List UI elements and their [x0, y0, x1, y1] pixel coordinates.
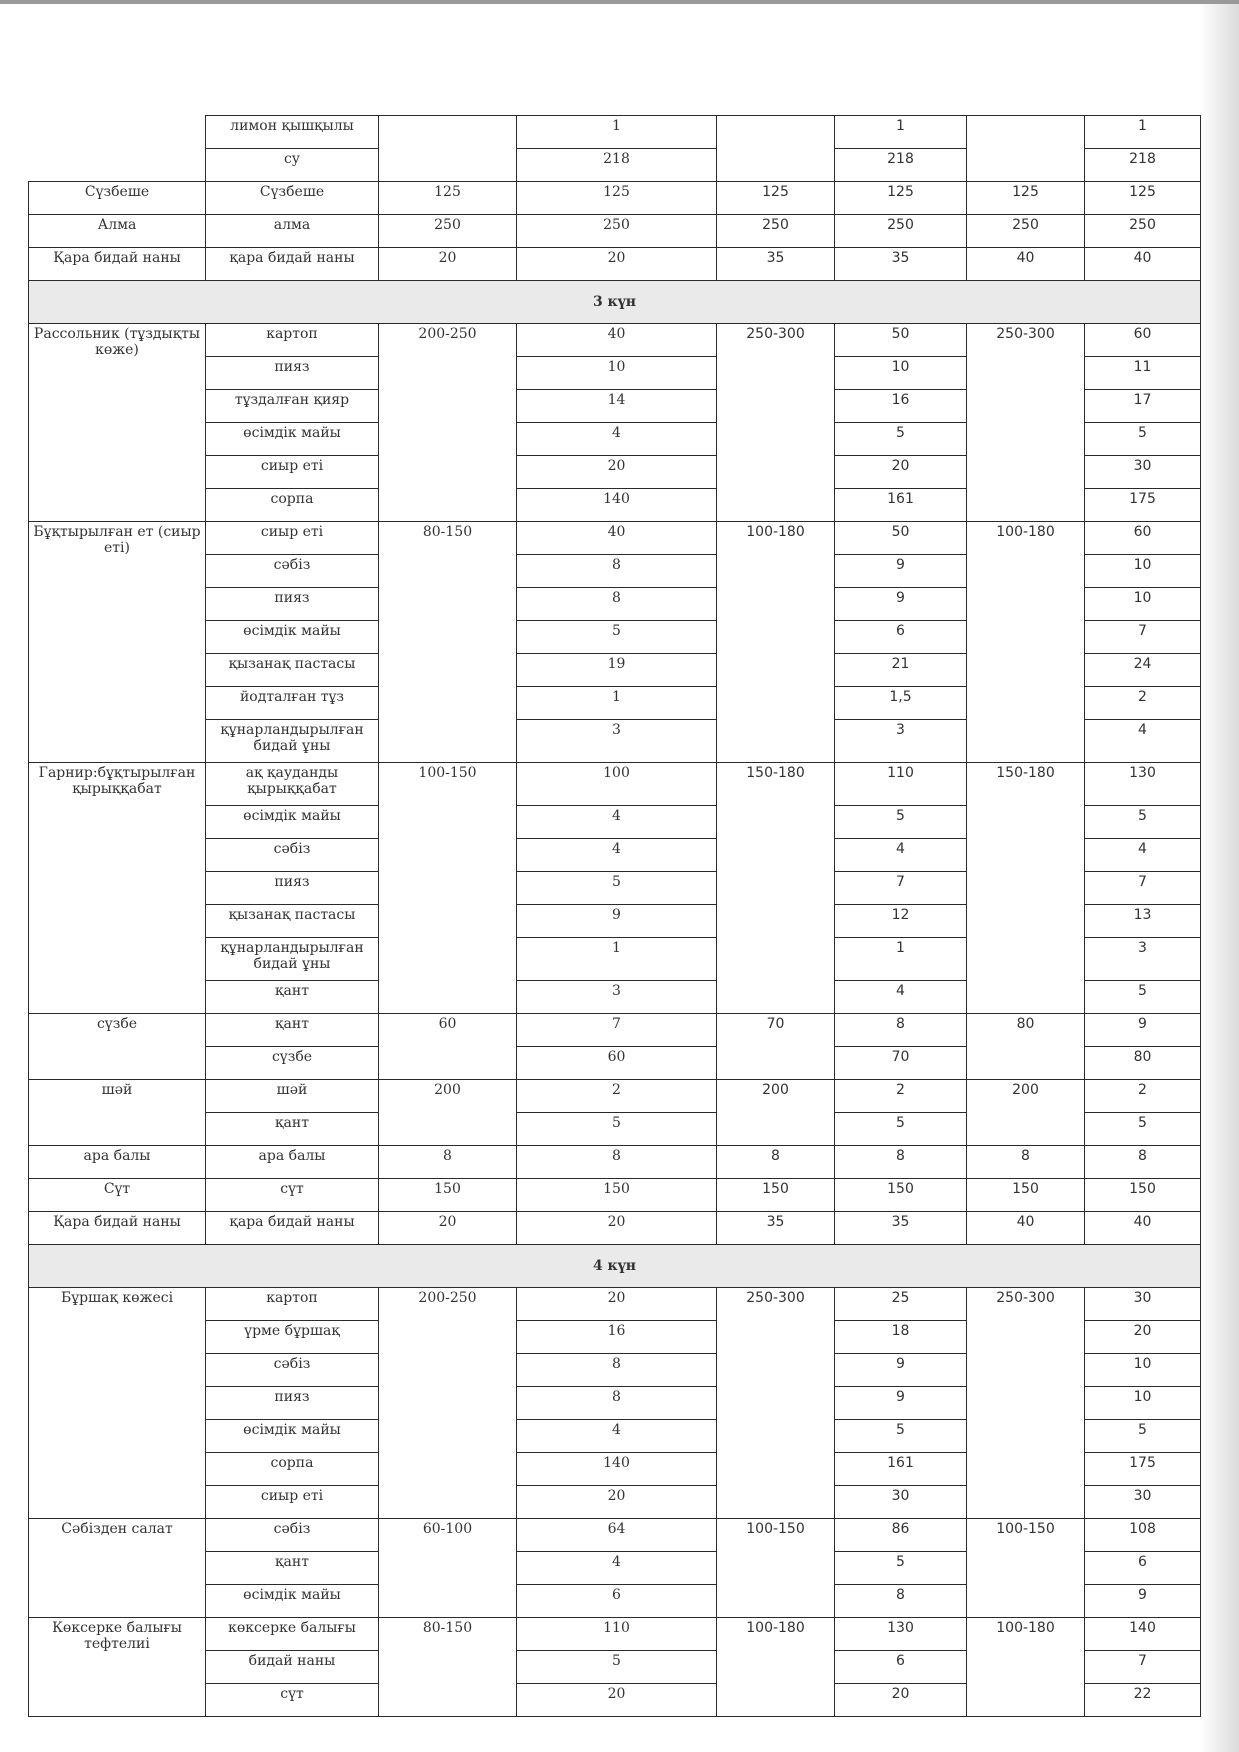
- day-header-row: [29, 1245, 1201, 1288]
- net-weight-cell: 8: [517, 1387, 717, 1420]
- portion-cell: 250: [379, 215, 517, 248]
- net-weight-cell: 1: [517, 116, 717, 149]
- ingredient-cell: пияз: [206, 357, 379, 390]
- net-weight-cell: 5: [1085, 423, 1201, 456]
- portion-cell: 80-150: [379, 1618, 517, 1717]
- dish-name-cell: Рассольник (тұздықты көже): [29, 324, 206, 522]
- net-weight-cell: 3: [517, 720, 717, 763]
- net-weight-cell: 8: [517, 1354, 717, 1387]
- net-weight-cell: 6: [835, 1651, 967, 1684]
- table-row: [29, 1146, 1201, 1179]
- portion-cell: 80-150: [379, 522, 517, 763]
- ingredient-cell: картоп: [206, 324, 379, 357]
- table-row: [29, 116, 1201, 149]
- ingredient-cell: ақ қауданды қырыққабат: [206, 763, 379, 806]
- ingredient-cell: қант: [206, 1552, 379, 1585]
- portion-cell: [967, 116, 1085, 182]
- portion-cell: 35: [717, 1212, 835, 1245]
- net-weight-cell: 125: [835, 182, 967, 215]
- net-weight-cell: 18: [835, 1321, 967, 1354]
- dish-name-cell: Сәбізден салат: [29, 1519, 206, 1618]
- ingredient-cell: сүт: [206, 1684, 379, 1717]
- net-weight-cell: 125: [517, 182, 717, 215]
- net-weight-cell: 4: [835, 981, 967, 1014]
- net-weight-cell: 2: [1085, 687, 1201, 720]
- table-row: [29, 1519, 1201, 1552]
- net-weight-cell: 10: [517, 357, 717, 390]
- table-row: [29, 248, 1201, 281]
- portion-cell: 40: [967, 248, 1085, 281]
- portion-cell: 250-300: [967, 1288, 1085, 1519]
- ingredient-cell: қызанақ пастасы: [206, 654, 379, 687]
- table-row: [29, 1212, 1201, 1245]
- net-weight-cell: 20: [517, 1486, 717, 1519]
- net-weight-cell: 10: [1085, 1387, 1201, 1420]
- net-weight-cell: 13: [1085, 905, 1201, 938]
- net-weight-cell: 7: [835, 872, 967, 905]
- net-weight-cell: 20: [835, 1684, 967, 1717]
- net-weight-cell: 20: [835, 456, 967, 489]
- table-row: [29, 1179, 1201, 1212]
- net-weight-cell: 4: [517, 423, 717, 456]
- net-weight-cell: 1: [835, 938, 967, 981]
- net-weight-cell: 4: [517, 1552, 717, 1585]
- net-weight-cell: 250: [835, 215, 967, 248]
- net-weight-cell: 20: [1085, 1321, 1201, 1354]
- net-weight-cell: 8: [835, 1014, 967, 1047]
- net-weight-cell: 8: [517, 1146, 717, 1179]
- net-weight-cell: 218: [1085, 149, 1201, 182]
- ingredient-cell: картоп: [206, 1288, 379, 1321]
- net-weight-cell: 20: [517, 1288, 717, 1321]
- portion-cell: 20: [379, 1212, 517, 1245]
- portion-cell: 150: [967, 1179, 1085, 1212]
- net-weight-cell: 9: [835, 1387, 967, 1420]
- net-weight-cell: 80: [1085, 1047, 1201, 1080]
- portion-cell: 40: [967, 1212, 1085, 1245]
- net-weight-cell: 10: [1085, 1354, 1201, 1387]
- net-weight-cell: 4: [835, 839, 967, 872]
- net-weight-cell: 5: [835, 1113, 967, 1146]
- ingredient-cell: Сүзбеше: [206, 182, 379, 215]
- dish-name-cell: Қара бидай наны: [29, 1212, 206, 1245]
- portion-cell: 8: [967, 1146, 1085, 1179]
- portion-cell: 150: [379, 1179, 517, 1212]
- ingredient-cell: сәбіз: [206, 1354, 379, 1387]
- net-weight-cell: 7: [517, 1014, 717, 1047]
- net-weight-cell: 40: [517, 522, 717, 555]
- ingredient-cell: өсімдік майы: [206, 1585, 379, 1618]
- net-weight-cell: 1,5: [835, 687, 967, 720]
- net-weight-cell: 40: [517, 324, 717, 357]
- scan-top-edge: [0, 0, 1239, 4]
- table-row: [29, 522, 1201, 555]
- net-weight-cell: 1: [517, 687, 717, 720]
- net-weight-cell: 2: [517, 1080, 717, 1113]
- portion-cell: 125: [967, 182, 1085, 215]
- net-weight-cell: 7: [1085, 621, 1201, 654]
- net-weight-cell: 5: [517, 1113, 717, 1146]
- portion-cell: [717, 116, 835, 182]
- net-weight-cell: 250: [1085, 215, 1201, 248]
- ingredient-cell: сүт: [206, 1179, 379, 1212]
- ingredient-cell: өсімдік майы: [206, 806, 379, 839]
- net-weight-cell: 5: [1085, 1113, 1201, 1146]
- net-weight-cell: 25: [835, 1288, 967, 1321]
- net-weight-cell: 14: [517, 390, 717, 423]
- ingredient-cell: қызанақ пастасы: [206, 905, 379, 938]
- portion-cell: 200-250: [379, 1288, 517, 1519]
- ingredient-cell: пияз: [206, 588, 379, 621]
- day-label: 4 күн: [29, 1245, 1201, 1288]
- net-weight-cell: 140: [1085, 1618, 1201, 1651]
- net-weight-cell: 11: [1085, 357, 1201, 390]
- portion-cell: 100-150: [717, 1519, 835, 1618]
- net-weight-cell: 30: [1085, 456, 1201, 489]
- net-weight-cell: 8: [517, 555, 717, 588]
- net-weight-cell: 5: [835, 423, 967, 456]
- ingredient-cell: көксерке балығы: [206, 1618, 379, 1651]
- net-weight-cell: 30: [1085, 1486, 1201, 1519]
- menu-table: [28, 115, 1201, 1717]
- net-weight-cell: 8: [517, 588, 717, 621]
- portion-cell: 100-180: [967, 522, 1085, 763]
- net-weight-cell: 60: [1085, 522, 1201, 555]
- net-weight-cell: 20: [517, 1684, 717, 1717]
- net-weight-cell: 24: [1085, 654, 1201, 687]
- table-row: [29, 1014, 1201, 1047]
- net-weight-cell: 6: [835, 621, 967, 654]
- dish-name-cell: шәй: [29, 1080, 206, 1146]
- net-weight-cell: 130: [1085, 763, 1201, 806]
- portion-cell: 35: [717, 248, 835, 281]
- net-weight-cell: 9: [835, 588, 967, 621]
- net-weight-cell: 9: [1085, 1585, 1201, 1618]
- net-weight-cell: 5: [1085, 806, 1201, 839]
- net-weight-cell: 16: [517, 1321, 717, 1354]
- net-weight-cell: 140: [517, 1453, 717, 1486]
- portion-cell: 200: [717, 1080, 835, 1146]
- net-weight-cell: 175: [1085, 489, 1201, 522]
- net-weight-cell: 100: [517, 763, 717, 806]
- ingredient-cell: сәбіз: [206, 839, 379, 872]
- portion-cell: 60-100: [379, 1519, 517, 1618]
- net-weight-cell: 30: [835, 1486, 967, 1519]
- net-weight-cell: 7: [1085, 872, 1201, 905]
- ingredient-cell: құнарландырылған бидай ұны: [206, 938, 379, 981]
- day-header-row: [29, 281, 1201, 324]
- ingredient-cell: сорпа: [206, 1453, 379, 1486]
- portion-cell: 20: [379, 248, 517, 281]
- dish-name-cell: сүзбе: [29, 1014, 206, 1080]
- net-weight-cell: 10: [835, 357, 967, 390]
- dish-name-cell: Сүт: [29, 1179, 206, 1212]
- ingredient-cell: қант: [206, 981, 379, 1014]
- net-weight-cell: 5: [517, 1651, 717, 1684]
- net-weight-cell: 9: [835, 555, 967, 588]
- day-label: 3 күн: [29, 281, 1201, 324]
- net-weight-cell: 110: [517, 1618, 717, 1651]
- portion-cell: 250-300: [717, 324, 835, 522]
- net-weight-cell: 21: [835, 654, 967, 687]
- table-row: [29, 1618, 1201, 1651]
- ingredient-cell: сиыр еті: [206, 522, 379, 555]
- portion-cell: 80: [967, 1014, 1085, 1080]
- ingredient-cell: лимон қышқылы: [206, 116, 379, 149]
- ingredient-cell: бидай наны: [206, 1651, 379, 1684]
- net-weight-cell: 5: [1085, 1420, 1201, 1453]
- net-weight-cell: 4: [517, 806, 717, 839]
- net-weight-cell: 50: [835, 522, 967, 555]
- net-weight-cell: 150: [1085, 1179, 1201, 1212]
- net-weight-cell: 3: [835, 720, 967, 763]
- portion-cell: [379, 116, 517, 182]
- net-weight-cell: 35: [835, 248, 967, 281]
- ingredient-cell: сәбіз: [206, 555, 379, 588]
- net-weight-cell: 9: [835, 1354, 967, 1387]
- net-weight-cell: 1: [1085, 116, 1201, 149]
- net-weight-cell: 5: [517, 621, 717, 654]
- ingredient-cell: өсімдік майы: [206, 621, 379, 654]
- portion-cell: 100-180: [967, 1618, 1085, 1717]
- net-weight-cell: 5: [835, 1552, 967, 1585]
- portion-cell: 60: [379, 1014, 517, 1080]
- net-weight-cell: 20: [517, 456, 717, 489]
- net-weight-cell: 2: [835, 1080, 967, 1113]
- net-weight-cell: 4: [517, 1420, 717, 1453]
- net-weight-cell: 125: [1085, 182, 1201, 215]
- net-weight-cell: 110: [835, 763, 967, 806]
- ingredient-cell: пияз: [206, 872, 379, 905]
- ingredient-cell: пияз: [206, 1387, 379, 1420]
- ingredient-cell: өсімдік майы: [206, 423, 379, 456]
- net-weight-cell: 161: [835, 489, 967, 522]
- net-weight-cell: 218: [835, 149, 967, 182]
- net-weight-cell: 4: [517, 839, 717, 872]
- portion-cell: 70: [717, 1014, 835, 1080]
- dish-name-cell: Қара бидай наны: [29, 248, 206, 281]
- portion-cell: 250: [717, 215, 835, 248]
- net-weight-cell: 40: [1085, 1212, 1201, 1245]
- net-weight-cell: 150: [517, 1179, 717, 1212]
- ingredient-cell: су: [206, 149, 379, 182]
- net-weight-cell: 19: [517, 654, 717, 687]
- net-weight-cell: 1: [517, 938, 717, 981]
- table-row: [29, 1288, 1201, 1321]
- net-weight-cell: 2: [1085, 1080, 1201, 1113]
- portion-cell: 200-250: [379, 324, 517, 522]
- ingredient-cell: сорпа: [206, 489, 379, 522]
- ingredient-cell: құнарландырылған бидай ұны: [206, 720, 379, 763]
- portion-cell: 125: [379, 182, 517, 215]
- net-weight-cell: 9: [1085, 1014, 1201, 1047]
- portion-cell: 150-180: [717, 763, 835, 1014]
- net-weight-cell: 130: [835, 1618, 967, 1651]
- net-weight-cell: 6: [517, 1585, 717, 1618]
- ingredient-cell: қант: [206, 1014, 379, 1047]
- ingredient-cell: қара бидай наны: [206, 1212, 379, 1245]
- net-weight-cell: 86: [835, 1519, 967, 1552]
- net-weight-cell: 175: [1085, 1453, 1201, 1486]
- ingredient-cell: қант: [206, 1113, 379, 1146]
- net-weight-cell: 218: [517, 149, 717, 182]
- dish-name-cell: Көксерке балығы тефтелиі: [29, 1618, 206, 1717]
- ingredient-cell: қара бидай наны: [206, 248, 379, 281]
- net-weight-cell: 3: [1085, 938, 1201, 981]
- table-row: [29, 215, 1201, 248]
- portion-cell: 250-300: [967, 324, 1085, 522]
- net-weight-cell: 70: [835, 1047, 967, 1080]
- dish-name-cell: Бұқтырылған ет (сиыр еті): [29, 522, 206, 763]
- net-weight-cell: 16: [835, 390, 967, 423]
- portion-cell: 125: [717, 182, 835, 215]
- table-row: [29, 324, 1201, 357]
- dish-name-cell: Алма: [29, 215, 206, 248]
- dish-name-cell: Сүзбеше: [29, 182, 206, 215]
- net-weight-cell: 10: [1085, 588, 1201, 621]
- net-weight-cell: 64: [517, 1519, 717, 1552]
- net-weight-cell: 5: [835, 806, 967, 839]
- portion-cell: 200: [967, 1080, 1085, 1146]
- net-weight-cell: 6: [1085, 1552, 1201, 1585]
- net-weight-cell: 250: [517, 215, 717, 248]
- net-weight-cell: 10: [1085, 555, 1201, 588]
- net-weight-cell: 8: [835, 1585, 967, 1618]
- net-weight-cell: 150: [835, 1179, 967, 1212]
- net-weight-cell: 5: [835, 1420, 967, 1453]
- dish-name-cell: Бұршақ көжесі: [29, 1288, 206, 1519]
- portion-cell: 150-180: [967, 763, 1085, 1014]
- net-weight-cell: 140: [517, 489, 717, 522]
- net-weight-cell: 60: [517, 1047, 717, 1080]
- dish-name-cell: ара балы: [29, 1146, 206, 1179]
- net-weight-cell: 50: [835, 324, 967, 357]
- ingredient-cell: өсімдік майы: [206, 1420, 379, 1453]
- net-weight-cell: 40: [1085, 248, 1201, 281]
- ingredient-cell: йодталған тұз: [206, 687, 379, 720]
- ingredient-cell: сиыр еті: [206, 456, 379, 489]
- net-weight-cell: 4: [1085, 839, 1201, 872]
- ingredient-cell: алма: [206, 215, 379, 248]
- menu-table-body: [29, 116, 1201, 1717]
- portion-cell: 100-180: [717, 522, 835, 763]
- portion-cell: 100-150: [967, 1519, 1085, 1618]
- portion-cell: 250: [967, 215, 1085, 248]
- net-weight-cell: 20: [517, 1212, 717, 1245]
- net-weight-cell: 5: [1085, 981, 1201, 1014]
- portion-cell: 8: [717, 1146, 835, 1179]
- net-weight-cell: 35: [835, 1212, 967, 1245]
- net-weight-cell: 1: [835, 116, 967, 149]
- net-weight-cell: 20: [517, 248, 717, 281]
- dish-name-cell: Гарнир:бұқтырылған қырыққабат: [29, 763, 206, 1014]
- net-weight-cell: 161: [835, 1453, 967, 1486]
- portion-cell: 100-150: [379, 763, 517, 1014]
- table-row: [29, 763, 1201, 806]
- table-row: [29, 182, 1201, 215]
- portion-cell: 8: [379, 1146, 517, 1179]
- net-weight-cell: 4: [1085, 720, 1201, 763]
- net-weight-cell: 9: [517, 905, 717, 938]
- empty-dish-cell: [29, 116, 206, 182]
- net-weight-cell: 108: [1085, 1519, 1201, 1552]
- net-weight-cell: 60: [1085, 324, 1201, 357]
- portion-cell: 150: [717, 1179, 835, 1212]
- ingredient-cell: шәй: [206, 1080, 379, 1113]
- net-weight-cell: 12: [835, 905, 967, 938]
- ingredient-cell: үрме бұршақ: [206, 1321, 379, 1354]
- portion-cell: 100-180: [717, 1618, 835, 1717]
- ingredient-cell: сүзбе: [206, 1047, 379, 1080]
- scan-right-edge-shadow: [1199, 0, 1239, 1752]
- net-weight-cell: 17: [1085, 390, 1201, 423]
- portion-cell: 200: [379, 1080, 517, 1146]
- net-weight-cell: 3: [517, 981, 717, 1014]
- table-row: [29, 1080, 1201, 1113]
- ingredient-cell: сәбіз: [206, 1519, 379, 1552]
- net-weight-cell: 8: [835, 1146, 967, 1179]
- ingredient-cell: сиыр еті: [206, 1486, 379, 1519]
- net-weight-cell: 30: [1085, 1288, 1201, 1321]
- net-weight-cell: 22: [1085, 1684, 1201, 1717]
- net-weight-cell: 8: [1085, 1146, 1201, 1179]
- net-weight-cell: 7: [1085, 1651, 1201, 1684]
- net-weight-cell: 5: [517, 872, 717, 905]
- ingredient-cell: тұздалған қияр: [206, 390, 379, 423]
- portion-cell: 250-300: [717, 1288, 835, 1519]
- ingredient-cell: ара балы: [206, 1146, 379, 1179]
